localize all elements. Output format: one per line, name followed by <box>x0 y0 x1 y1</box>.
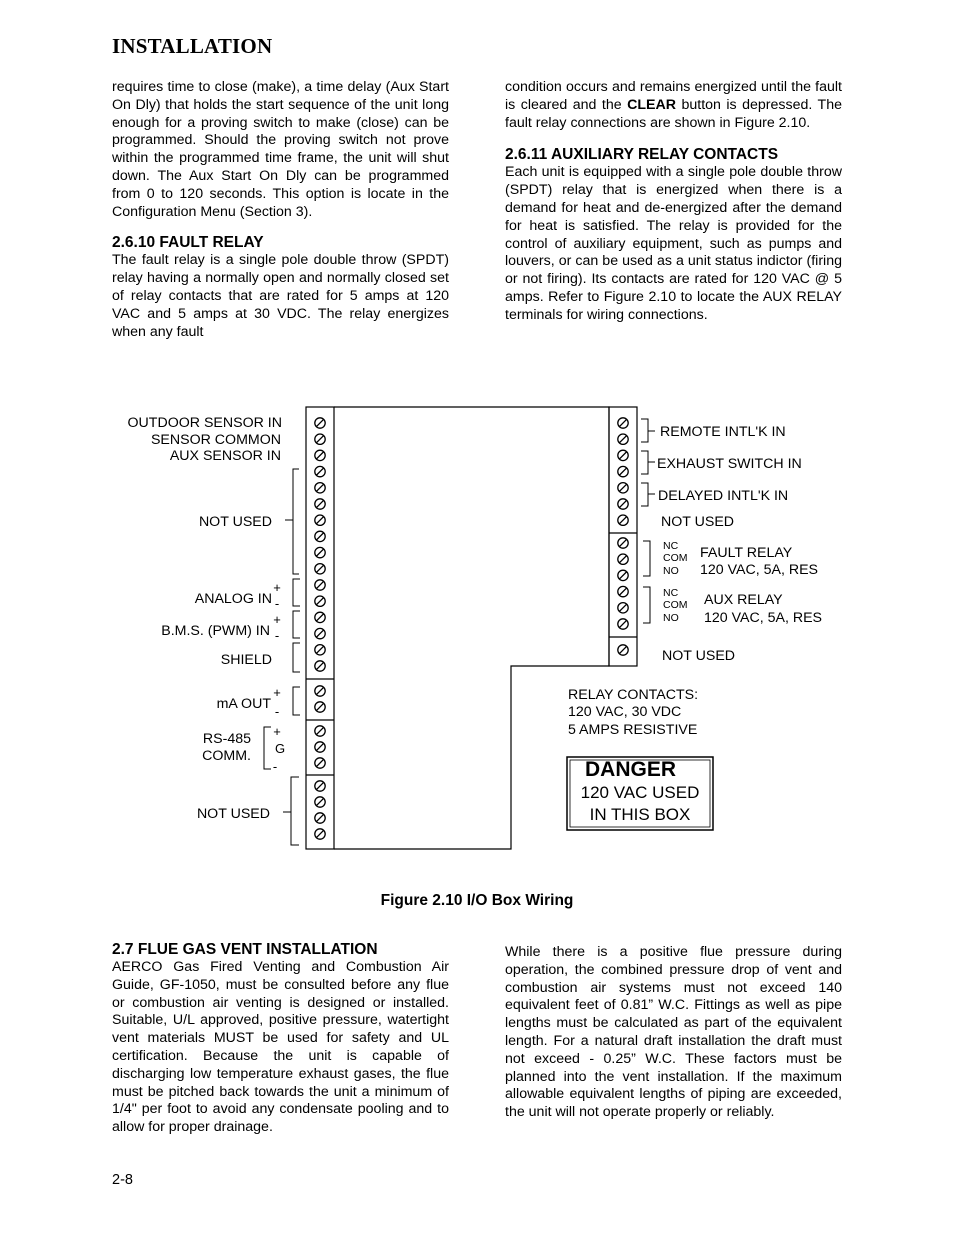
column-right-bottom <box>505 944 842 1122</box>
danger-line-1: 120 VAC USED <box>580 783 700 802</box>
left-terminal-screw-icon <box>315 580 325 590</box>
aux-com: COM <box>663 599 688 611</box>
rs485-plus: + <box>273 724 281 739</box>
left-terminal-screw-icon <box>315 797 325 807</box>
right-terminal-screw-icon <box>618 466 628 476</box>
label-fault-relay: FAULT RELAY <box>700 545 793 561</box>
paragraph-aux-relay: Each unit is equipped with a single pole double throw (SPDT) relay that is energized when there is a demand for heat and de-energized after the demand for heat is satisfied. The relay is provided for the control of auxiliary equipment, such as pumps and louvers, or can be used as a unit status indictor (firing or not firing). Its contacts are rated for 120 VAC @ 5 amps. Refer to Figure 2.10 to locate the AUX RELAY terminals for wiring connections. <box>505 164 842 323</box>
danger-title: DANGER <box>585 758 677 781</box>
fault-no: NO <box>663 565 679 577</box>
bms-plus: + <box>273 612 281 627</box>
right-terminal-screw-icon <box>618 418 628 428</box>
label-rs485: RS-485 <box>202 731 251 747</box>
left-terminal-screw-icon <box>315 547 325 557</box>
heading-flue-gas-vent: 2.7 FLUE GAS VENT INSTALLATION <box>112 941 378 958</box>
right-terminal-screw-icon <box>618 586 628 596</box>
danger-line-2: IN THIS BOX <box>589 805 691 824</box>
paragraph-fault-continued: condition occurs and remains energized until the fault is cleared and the CLEAR button is depressed. The fault relay connections are shown in Figure 2.10. <box>505 79 842 131</box>
maout-plus: + <box>273 685 281 700</box>
left-terminal-screw-icon <box>315 564 325 574</box>
fault-nc: NC <box>663 540 679 552</box>
label-ma-out: mA OUT <box>216 696 271 712</box>
label-aux-rating: 120 VAC, 5A, RES <box>704 610 823 626</box>
relay-note-line-1: RELAY CONTACTS: <box>568 687 699 703</box>
left-terminal-screw-icon <box>315 726 325 736</box>
page-header-title: INSTALLATION <box>112 34 273 58</box>
fault-com: COM <box>663 552 688 564</box>
heading-aux-relay: 2.6.11 AUXILIARY RELAY CONTACTS <box>505 146 779 164</box>
aux-no: NO <box>663 612 679 624</box>
left-terminal-screw-icon <box>315 450 325 460</box>
heading-fault-relay: 2.6.10 FAULT RELAY <box>112 234 264 252</box>
label-not-used-right-2: NOT USED <box>662 648 736 664</box>
right-terminal-screw-icon <box>618 619 628 629</box>
right-terminal-screw-icon <box>618 483 628 493</box>
left-terminal-screw-icon <box>315 612 325 622</box>
page-number: 2-8 <box>112 1172 133 1188</box>
right-terminal-screw-icon <box>618 570 628 580</box>
left-terminal-screw-icon <box>315 499 325 509</box>
left-terminal-screw-icon <box>315 661 325 671</box>
label-not-used-left-1: NOT USED <box>198 514 272 530</box>
left-terminal-screw-icon <box>315 758 325 768</box>
left-terminal-screw-icon <box>315 829 325 839</box>
left-terminal-screw-icon <box>315 531 325 541</box>
left-terminal-screw-icon <box>315 645 325 655</box>
left-terminal-screw-icon <box>315 628 325 638</box>
label-exhaust-switch: EXHAUST SWITCH IN <box>657 456 802 472</box>
label-aux-relay: AUX RELAY <box>704 592 783 608</box>
right-terminal-screw-icon <box>618 554 628 564</box>
relay-note-line-3: 5 AMPS RESISTIVE <box>568 722 698 738</box>
column-left-bottom <box>112 940 449 1137</box>
relay-note-line-2: 120 VAC, 30 VDC <box>568 704 682 720</box>
bms-minus: - <box>274 628 280 643</box>
aux-nc: NC <box>663 587 679 599</box>
danger-box <box>567 757 713 830</box>
right-terminal-screw-icon <box>618 450 628 460</box>
label-bms-pwm-in: B.M.S. (PWM) IN <box>161 623 270 639</box>
maout-minus: - <box>274 704 280 719</box>
paragraph-fault-relay: The fault relay is a single pole double throw (SPDT) relay having a normally open and normally closed set of relay contacts that are rated for 5 amps at 120 VAC and 5 amps at 30 VDC. The relay energizes when any fault <box>112 252 449 340</box>
label-not-used-right-1: NOT USED <box>661 514 735 530</box>
left-terminal-screw-icon <box>315 781 325 791</box>
label-comm: COMM. <box>202 748 251 764</box>
label-remote-intlk: REMOTE INTL'K IN <box>660 424 786 440</box>
left-terminal-screw-icon <box>315 483 325 493</box>
left-terminal-screw-icon <box>315 515 325 525</box>
label-sensor-common: SENSOR COMMON <box>150 432 281 448</box>
label-analog-in: ANALOG IN <box>194 591 272 607</box>
clear-button-ref: CLEAR <box>627 96 676 113</box>
label-not-used-left-2: NOT USED <box>196 806 270 822</box>
right-terminal-screw-icon <box>618 499 628 509</box>
paragraph-flue-gas-vent: AERCO Gas Fired Venting and Combustion Air Guide, GF-1050, must be consulted before any flue or combustion air venting is designed or installed. Suitable, U/L approved, positive pressure, watertight vent materials MUST be used for safety and UL certification. Because the unit is capable of discharging low temperature exhaust gases, the flue must be pitched back towards the unit a minimum of 1/4" per foot to avoid any condensate pooling and to allow for proper drainage. <box>112 959 449 1136</box>
label-outdoor-sensor: OUTDOOR SENSOR IN <box>127 415 282 431</box>
label-aux-sensor: AUX SENSOR IN <box>169 448 281 464</box>
paragraph-aux-start-delay: requires time to close (make), a time delay (Aux Start On Dly) that holds the start sequence of the unit long enough for a proving switch to make (close) can be programmed. Should the proving switch not prove within the programmed time frame, the unit will shut down. The Aux Start On Dly can be programmed from 0 to 120 seconds. This option is locate in the Configuration Menu (Section 3). <box>112 79 449 220</box>
rs485-minus: - <box>272 759 278 774</box>
right-terminal-screw-icon <box>618 515 628 525</box>
figure-caption: Figure 2.10 I/O Box Wiring <box>380 892 574 909</box>
right-terminal-screw-icon <box>618 603 628 613</box>
left-terminal-screw-icon <box>315 418 325 428</box>
right-terminal-screw-icon <box>618 434 628 444</box>
label-delayed-intlk: DELAYED INTL'K IN <box>658 488 789 504</box>
left-terminal-screw-icon <box>315 742 325 752</box>
label-shield: SHIELD <box>220 652 272 668</box>
analog-plus: + <box>273 580 281 595</box>
left-terminal-screw-icon <box>315 702 325 712</box>
label-fault-rating: 120 VAC, 5A, RES <box>700 562 819 578</box>
analog-minus: - <box>274 596 280 611</box>
rs485-g: G <box>274 741 286 756</box>
left-terminal-screw-icon <box>315 813 325 823</box>
left-terminal-screw-icon <box>315 434 325 444</box>
left-terminal-screw-icon <box>315 466 325 476</box>
left-terminal-screw-icon <box>315 596 325 606</box>
left-terminal-screw-icon <box>315 686 325 696</box>
right-terminal-screw-icon <box>618 538 628 548</box>
right-terminal-screw-icon <box>618 645 628 655</box>
paragraph-vent-pressure: While there is a positive flue pressure during operation, the combined pressure drop of vent and combustion air systems must not exceed 140 equivalent feet of 0.81” W.C. Fittings as well as pipe lengths must be calculated as part of the equivalent length. For a natural draft installation the draft must not exceed - 0.25” W.C. These factors must be planned into the vent installation. If the maximum allowable equivalent lengths of piping are exceeded, the unit will not operate properly or reliably. <box>505 944 842 1121</box>
